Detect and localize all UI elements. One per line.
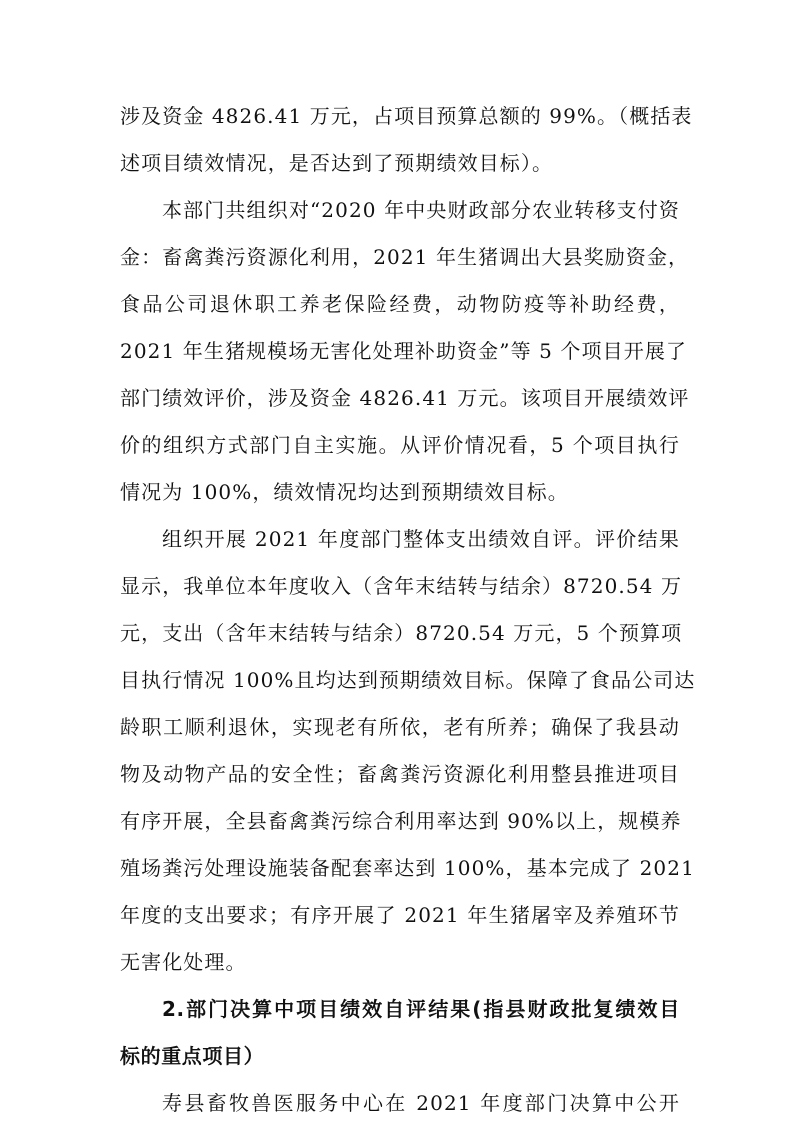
- text-line: 食品公司退休职工养老保险经费，动物防疫等补助经费，: [120, 292, 680, 316]
- section-heading: 标的重点项目）: [120, 1044, 265, 1068]
- text-line: 年度的支出要求；有序开展了 2021 年生猪屠宰及养殖环节: [120, 903, 680, 927]
- text-line: 2021 年生猪规模场无害化处理补助资金”等 5 个项目开展了: [120, 339, 688, 363]
- text-line: 组织开展 2021 年度部门整体支出绩效自评。评价结果: [162, 527, 680, 551]
- text-line: 龄职工顺利退休，实现老有所依，老有所养；确保了我县动: [120, 715, 680, 739]
- text-line: 显示，我单位本年度收入（含年末结转与结余）8720.54 万: [120, 574, 683, 598]
- text-line: 目执行情况 100%且均达到预期绩效目标。保障了食品公司达: [120, 668, 696, 692]
- text-line: 部门绩效评价，涉及资金 4826.41 万元。该项目开展绩效评: [120, 386, 690, 410]
- text-line: 本部门共组织对“2020 年中央财政部分农业转移支付资: [162, 198, 680, 222]
- text-line: 有序开展，全县畜禽粪污综合利用率达到 90%以上，规模养: [120, 809, 682, 833]
- text-line: 寿县畜牧兽医服务中心在 2021 年度部门决算中公开: [162, 1091, 680, 1115]
- text-line: 涉及资金 4826.41 万元，占项目预算总额的 99%。（概括表: [120, 104, 693, 128]
- text-line: 金：畜禽粪污资源化利用，2021 年生猪调出大县奖励资金，: [120, 245, 690, 269]
- section-heading: 2.部门决算中项目绩效自评结果(指县财政批复绩效目: [162, 997, 680, 1021]
- text-line: 元，支出（含年末结转与结余）8720.54 万元，5 个预算项: [120, 621, 683, 645]
- text-line: 物及动物产品的安全性；畜禽粪污资源化利用整县推进项目: [120, 762, 680, 786]
- text-line: 述项目绩效情况，是否达到了预期绩效目标）。: [120, 151, 554, 175]
- text-line: 无害化处理。: [120, 950, 247, 974]
- text-line: 价的组织方式部门自主实施。从评价情况看，5 个项目执行: [120, 433, 680, 457]
- text-line: 情况为 100%，绩效情况均达到预期绩效目标。: [120, 480, 569, 504]
- text-line: 殖场粪污处理设施装备配套率达到 100%，基本完成了 2021: [120, 856, 695, 880]
